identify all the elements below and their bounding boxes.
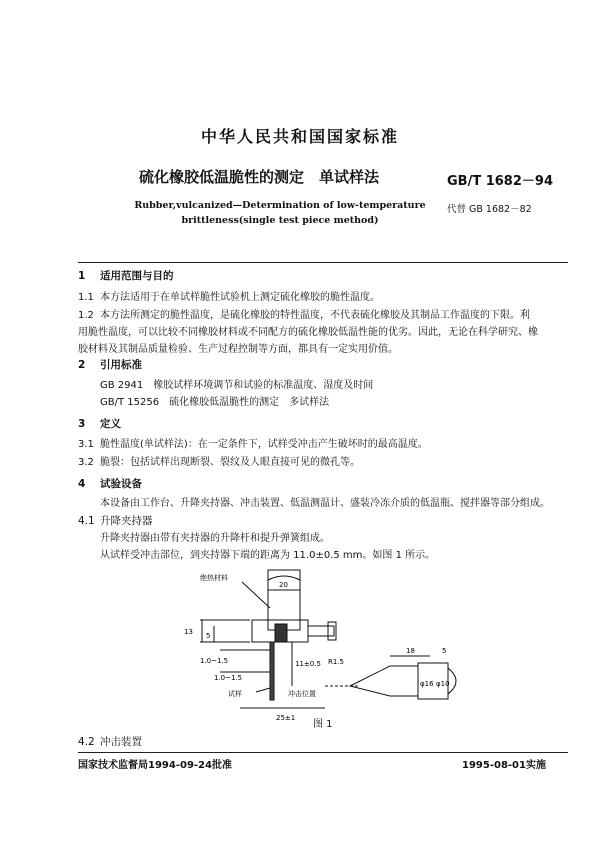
clause-1-2: 1.2 本方法所测定的脆性温度，是硫化橡胶的特性温度，不代表硫化橡胶及其制品工作温度的下限。利 用脆性温度，可以比较不同橡胶材料或不同配方的硫化橡胶低温性能的优劣。因此，无论在科学研究、橡 胶材料及其制品质量检验、生产过程控制等方面，都具有一定实用价值。 <box>78 310 538 355</box>
label-specimen: 试样 <box>228 690 242 698</box>
footer-divider <box>78 752 568 753</box>
section-2-heading: 2 引用标准 <box>78 359 142 371</box>
screw-head <box>328 622 336 640</box>
dim-5: 5 <box>206 632 211 640</box>
clause-4-2-heading: 4.2 冲击装置 <box>78 736 142 748</box>
dim-25: 25±1 <box>276 714 296 722</box>
clamp-screw <box>308 626 334 636</box>
specimen-strip <box>270 642 274 700</box>
title-en-line2: brittleness(single test piece method) <box>181 215 379 226</box>
label-insulation: 绝热材料 <box>200 574 228 582</box>
label-impact: 冲击位置 <box>288 690 316 698</box>
dim-gap-1: 1.0~1.5 <box>200 657 229 665</box>
reference-1: GB 2941 橡胶试样环境调节和试验的标准温度、湿度及时间 <box>100 380 374 391</box>
section-4-heading: 4 试验设备 <box>78 478 142 490</box>
dim-13: 13 <box>184 628 193 636</box>
lifting-rod <box>268 570 300 630</box>
impact-hammer <box>350 666 418 696</box>
clause-4-1-para-1: 升降夹持器由带有夹持器的升降杆和提升弹簧组成。 <box>100 533 330 544</box>
implementation-date: 1995-08-01实施 <box>462 760 546 771</box>
figure-1-caption: 图 1 <box>313 719 333 730</box>
document-title-cn: 硫化橡胶低温脆性的测定 单试样法 <box>139 168 380 186</box>
replaces-note: 代替 GB 1682－82 <box>447 204 532 215</box>
clause-4-1-para-2: 从试样受冲击部位，到夹持器下端的距离为 11.0±0.5 mm。如图 1 所示。 <box>100 550 436 561</box>
section-3-heading: 3 定义 <box>78 418 121 430</box>
clause-3-2: 3.2 脆裂：包括试样出现断裂、裂纹及人眼直接可见的微孔等。 <box>78 457 360 468</box>
clamp-jaw <box>275 624 287 642</box>
dim-11: 11±0.5 <box>295 660 321 668</box>
dim-20: 20 <box>279 581 288 589</box>
dim-d1: φ16 <box>420 680 434 688</box>
clause-3-1: 3.1 脆性温度(单试样法)：在一定条件下，试样受冲击产生破坏时的最高温度。 <box>78 439 428 450</box>
reference-2: GB/T 15256 硫化橡胶低温脆性的测定 多试样法 <box>100 397 330 408</box>
approval-date: 国家技术监督局1994-09-24批准 <box>78 760 232 771</box>
standard-code: GB/T 1682－94 <box>447 174 553 189</box>
header-divider <box>78 262 568 263</box>
clause-1-1: 1.1 本方法适用于在单试样脆性试验机上测定硫化橡胶的脆性温度。 <box>78 292 380 303</box>
rod-top-curve <box>268 576 300 580</box>
dim-18: 18 <box>406 647 415 655</box>
dim-d2: φ10 <box>436 680 450 688</box>
section-1-heading: 1 适用范围与目的 <box>78 270 174 282</box>
dim-5b: 5 <box>442 647 447 655</box>
section-4-intro: 本设备由工作台、升降夹持器、冲击装置、低温测温计、盛装冷冻介质的低温瓶、搅拌器等部分组成。 <box>100 498 550 509</box>
standard-type: 中华人民共和国国家标准 <box>200 127 399 146</box>
document-title-en <box>130 198 430 228</box>
figure-1-diagram <box>180 568 480 733</box>
dim-r: R1.5 <box>328 658 344 666</box>
title-en-line1: Rubber,vulcanized—Determination of low-temperature <box>134 200 426 211</box>
clause-4-1-heading: 4.1 升降夹持器 <box>78 515 153 527</box>
dim-gap-2: 1.0~1.5 <box>214 674 243 682</box>
